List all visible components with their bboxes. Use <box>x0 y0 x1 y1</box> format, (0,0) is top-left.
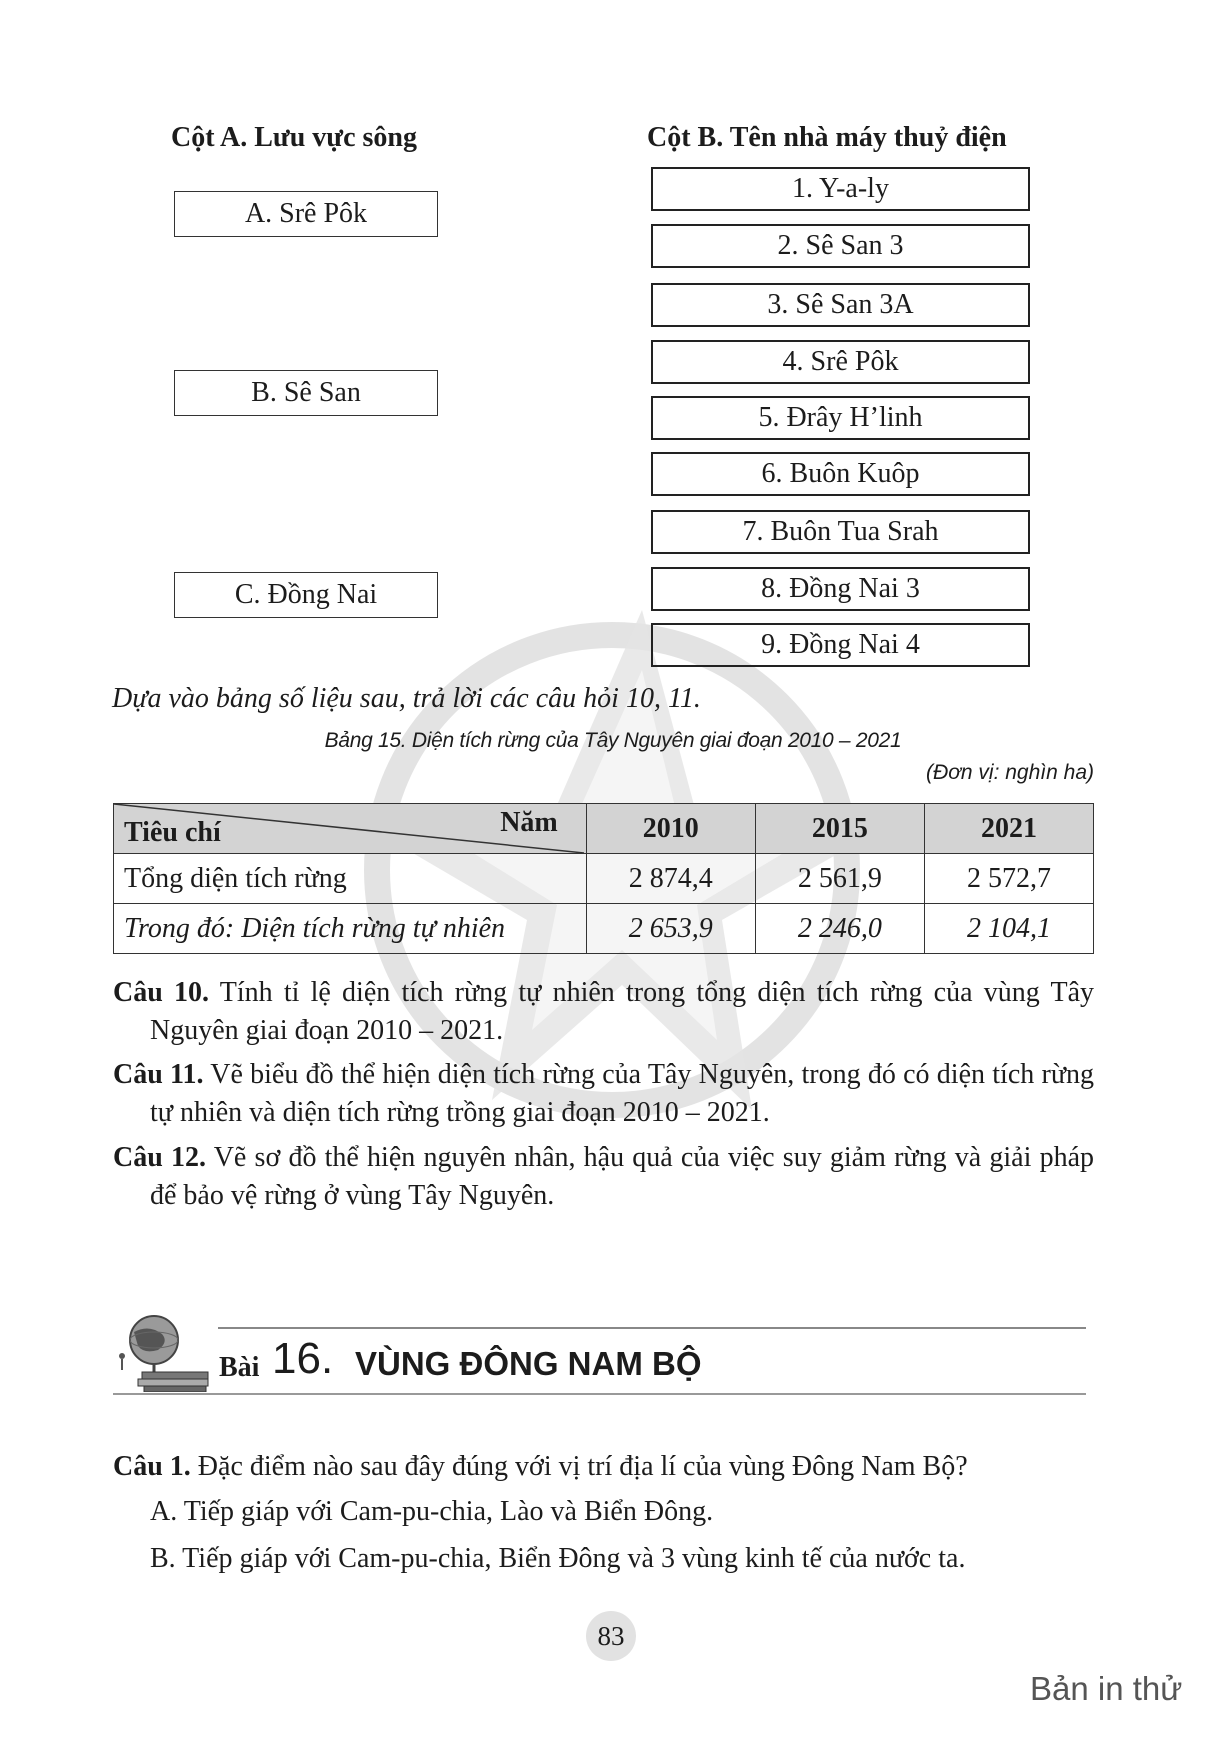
table-intro: Dựa vào bảng số liệu sau, trả lời các câu hỏi 10, 11. <box>112 683 701 714</box>
row-label: Trong đó: Diện tích rừng tự nhiên <box>114 904 587 954</box>
column-b-item: 5. Đrây H’linh <box>651 396 1030 440</box>
answer-option-b: B. Tiếp giáp với Cam-pu-chia, Biển Đông và 3 vùng kinh tế của nước ta. <box>150 1543 966 1574</box>
column-b-item: 4. Srê Pôk <box>651 340 1030 384</box>
column-b-item: 6. Buôn Kuôp <box>651 452 1030 496</box>
answer-option-a: A. Tiếp giáp với Cam-pu-chia, Lào và Biển Đông. <box>150 1496 714 1527</box>
lesson-divider-top <box>218 1327 1086 1329</box>
diagonal-header-cell <box>114 804 587 854</box>
question-10 <box>113 974 1094 1050</box>
year-header: 2021 <box>924 804 1093 854</box>
page-number: 83 <box>586 1611 636 1661</box>
question-label: Câu 10. <box>113 977 210 1008</box>
column-a-item: B. Sê San <box>174 370 438 416</box>
column-b-item: 1. Y-a-ly <box>651 167 1030 211</box>
column-b-item: 7. Buôn Tua Srah <box>651 510 1030 554</box>
column-b-item: 8. Đồng Nai 3 <box>651 567 1030 611</box>
table-unit: (Đơn vị: nghìn ha) <box>926 761 1094 784</box>
table-header-row <box>114 804 1094 854</box>
year-header: 2010 <box>586 804 755 854</box>
forest-area-table <box>113 803 1094 954</box>
column-b-item: 2. Sê San 3 <box>651 224 1030 268</box>
column-a-item: A. Srê Pôk <box>174 191 438 237</box>
table-cell: 2 104,1 <box>924 904 1093 954</box>
criteria-label: Tiêu chí <box>124 817 221 848</box>
row-label: Tổng diện tích rừng <box>114 854 587 904</box>
column-a-title: Cột A. Lưu vực sông <box>171 122 417 153</box>
question-11 <box>113 1056 1094 1132</box>
year-header: 2015 <box>755 804 924 854</box>
column-b-title: Cột B. Tên nhà máy thuỷ điện <box>647 122 1007 153</box>
lesson-prefix: Bài <box>219 1352 260 1383</box>
question-12 <box>113 1139 1094 1215</box>
table-cell: 2 572,7 <box>924 854 1093 904</box>
question-text: Vẽ biểu đồ thể hiện diện tích rừng của Tây Nguyên, trong đó có diện tích rừng tự nhiên và diện tích rừng trồng giai đoạn 2010 – 2021. <box>150 1059 1094 1128</box>
lesson-divider-bottom <box>113 1393 1086 1395</box>
question-text: Vẽ sơ đồ thể hiện nguyên nhân, hậu quả của việc suy giảm rừng và giải pháp để bảo vệ rừng ở vùng Tây Nguyên. <box>150 1142 1095 1211</box>
globe-books-icon <box>114 1310 214 1392</box>
table-cell: 2 653,9 <box>586 904 755 954</box>
question-label: Câu 12. <box>113 1142 206 1173</box>
question-label: Câu 1. <box>113 1451 191 1482</box>
year-label: Năm <box>500 807 558 838</box>
table-cell: 2 561,9 <box>755 854 924 904</box>
table-cell: 2 874,4 <box>586 854 755 904</box>
column-b-item: 9. Đồng Nai 4 <box>651 623 1030 667</box>
draft-label: Bản in thử <box>1030 1670 1183 1707</box>
column-b-item: 3. Sê San 3A <box>651 283 1030 327</box>
lesson-number: 16. <box>272 1334 334 1383</box>
lesson-question-1 <box>113 1448 1094 1486</box>
table-cell: 2 246,0 <box>755 904 924 954</box>
question-label: Câu 11. <box>113 1059 204 1090</box>
lesson-title: VÙNG ĐÔNG NAM BỘ <box>355 1345 702 1382</box>
table-row <box>114 854 1094 904</box>
table-caption: Bảng 15. Diện tích rừng của Tây Nguyên giai đoạn 2010 – 2021 <box>324 729 902 752</box>
column-a-item: C. Đồng Nai <box>174 572 438 618</box>
table-row <box>114 904 1094 954</box>
question-text: Đặc điểm nào sau đây đúng với vị trí địa lí của vùng Đông Nam Bộ? <box>197 1451 968 1482</box>
question-text: Tính tỉ lệ diện tích rừng tự nhiên trong tổng diện tích rừng của vùng Tây Nguyên giai đoạn 2010 – 2021. <box>150 977 1094 1046</box>
